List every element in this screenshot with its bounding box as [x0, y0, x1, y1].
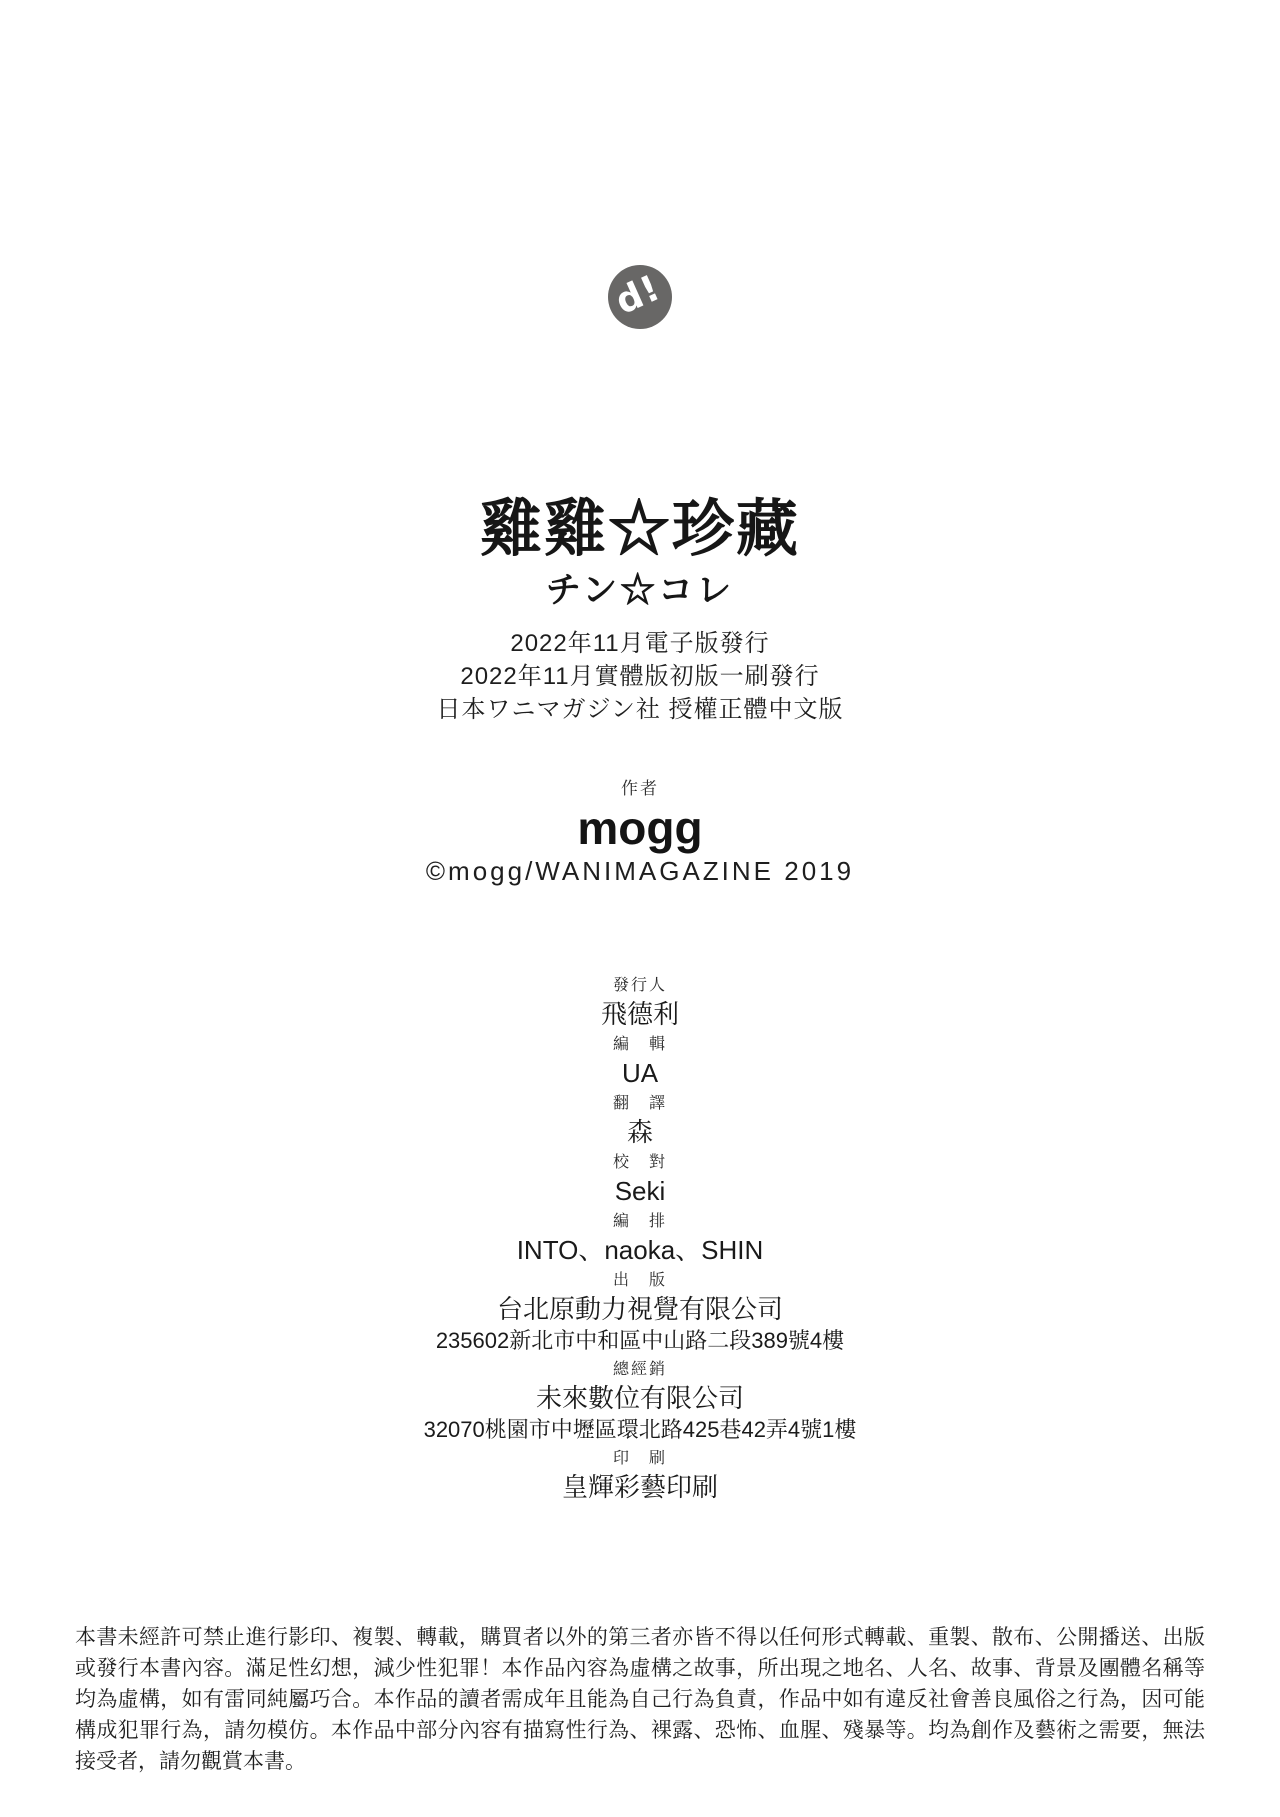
edition-line-print: 2022年11月實體版初版一刷發行: [460, 662, 820, 690]
credit-value: INTO、naoka、SHIN: [516, 1234, 764, 1265]
credit-value: 台北原動力視覺有限公司: [496, 1293, 783, 1324]
edition-line-digital: 2022年11月電子版發行: [510, 629, 770, 657]
edition-info: [0, 627, 1280, 726]
credit-item-editor: [0, 1035, 1280, 1088]
credit-label: 出 版: [612, 1271, 667, 1289]
credit-item-proofreader: [0, 1153, 1280, 1206]
credit-item-distributor: [0, 1360, 1280, 1443]
publisher-logo: [608, 265, 672, 329]
credit-label: 發行人: [612, 976, 667, 994]
credit-label: 翻 譯: [612, 1094, 667, 1112]
publisher-logo-mark-icon: d!: [609, 267, 667, 323]
credit-value: 未來數位有限公司: [535, 1382, 744, 1413]
credit-address: 32070桃園市中壢區環北路425巷42弄4號1樓: [423, 1416, 857, 1442]
credit-label: 印 刷: [612, 1449, 667, 1467]
credit-value: 皇輝彩藝印刷: [561, 1471, 718, 1502]
book-title: 雞雞☆珍藏: [479, 495, 800, 564]
credit-value: UA: [621, 1057, 659, 1088]
credit-value: 飛德利: [600, 998, 679, 1029]
book-subtitle: チン☆コレ: [545, 571, 735, 611]
credit-item-publisher: [0, 1271, 1280, 1354]
credit-item-layout: [0, 1212, 1280, 1265]
edition-line-license: 日本ワニマガジン社 授權正體中文版: [436, 695, 844, 723]
credit-address: 235602新北市中和區中山路二段389號4樓: [435, 1327, 845, 1353]
copyright-line: ©mogg/WANIMAGAZINE 2019: [425, 855, 855, 886]
author-name: mogg: [577, 801, 703, 854]
credit-label: 總經銷: [612, 1360, 667, 1378]
credit-label: 編 輯: [612, 1035, 667, 1053]
author-label: 作者: [621, 778, 659, 798]
credit-value: Seki: [614, 1175, 666, 1206]
credit-item-translator: [0, 1094, 1280, 1147]
credit-label: 編 排: [612, 1212, 667, 1230]
credits-list: [0, 976, 1280, 1502]
credit-item-issuer: [0, 976, 1280, 1029]
legal-notice: 本書未經許可禁止進行影印、複製、轉載，購買者以外的第三者亦皆不得以任何形式轉載、重製、散布、公開播送、出版或發行本書內容。滿足性幻想，減少性犯罪！本作品內容為虛構之故事，所出現之地名、人名、故事、背景及團體名稱等均為虛構，如有雷同純屬巧合。本作品的讀者需成年且能為自己行為負責，作品中如有違反社會善良風俗之行為，因可能構成犯罪行為，請勿模仿。本作品中部分內容有描寫性行為、裸露、恐怖、血腥、殘暴等。均為創作及藝術之需要，無法接受者，請勿觀賞本書。: [75, 1626, 1205, 1773]
credit-value: 森: [626, 1116, 653, 1147]
credit-item-printer: [0, 1449, 1280, 1502]
credit-label: 校 對: [612, 1153, 667, 1171]
